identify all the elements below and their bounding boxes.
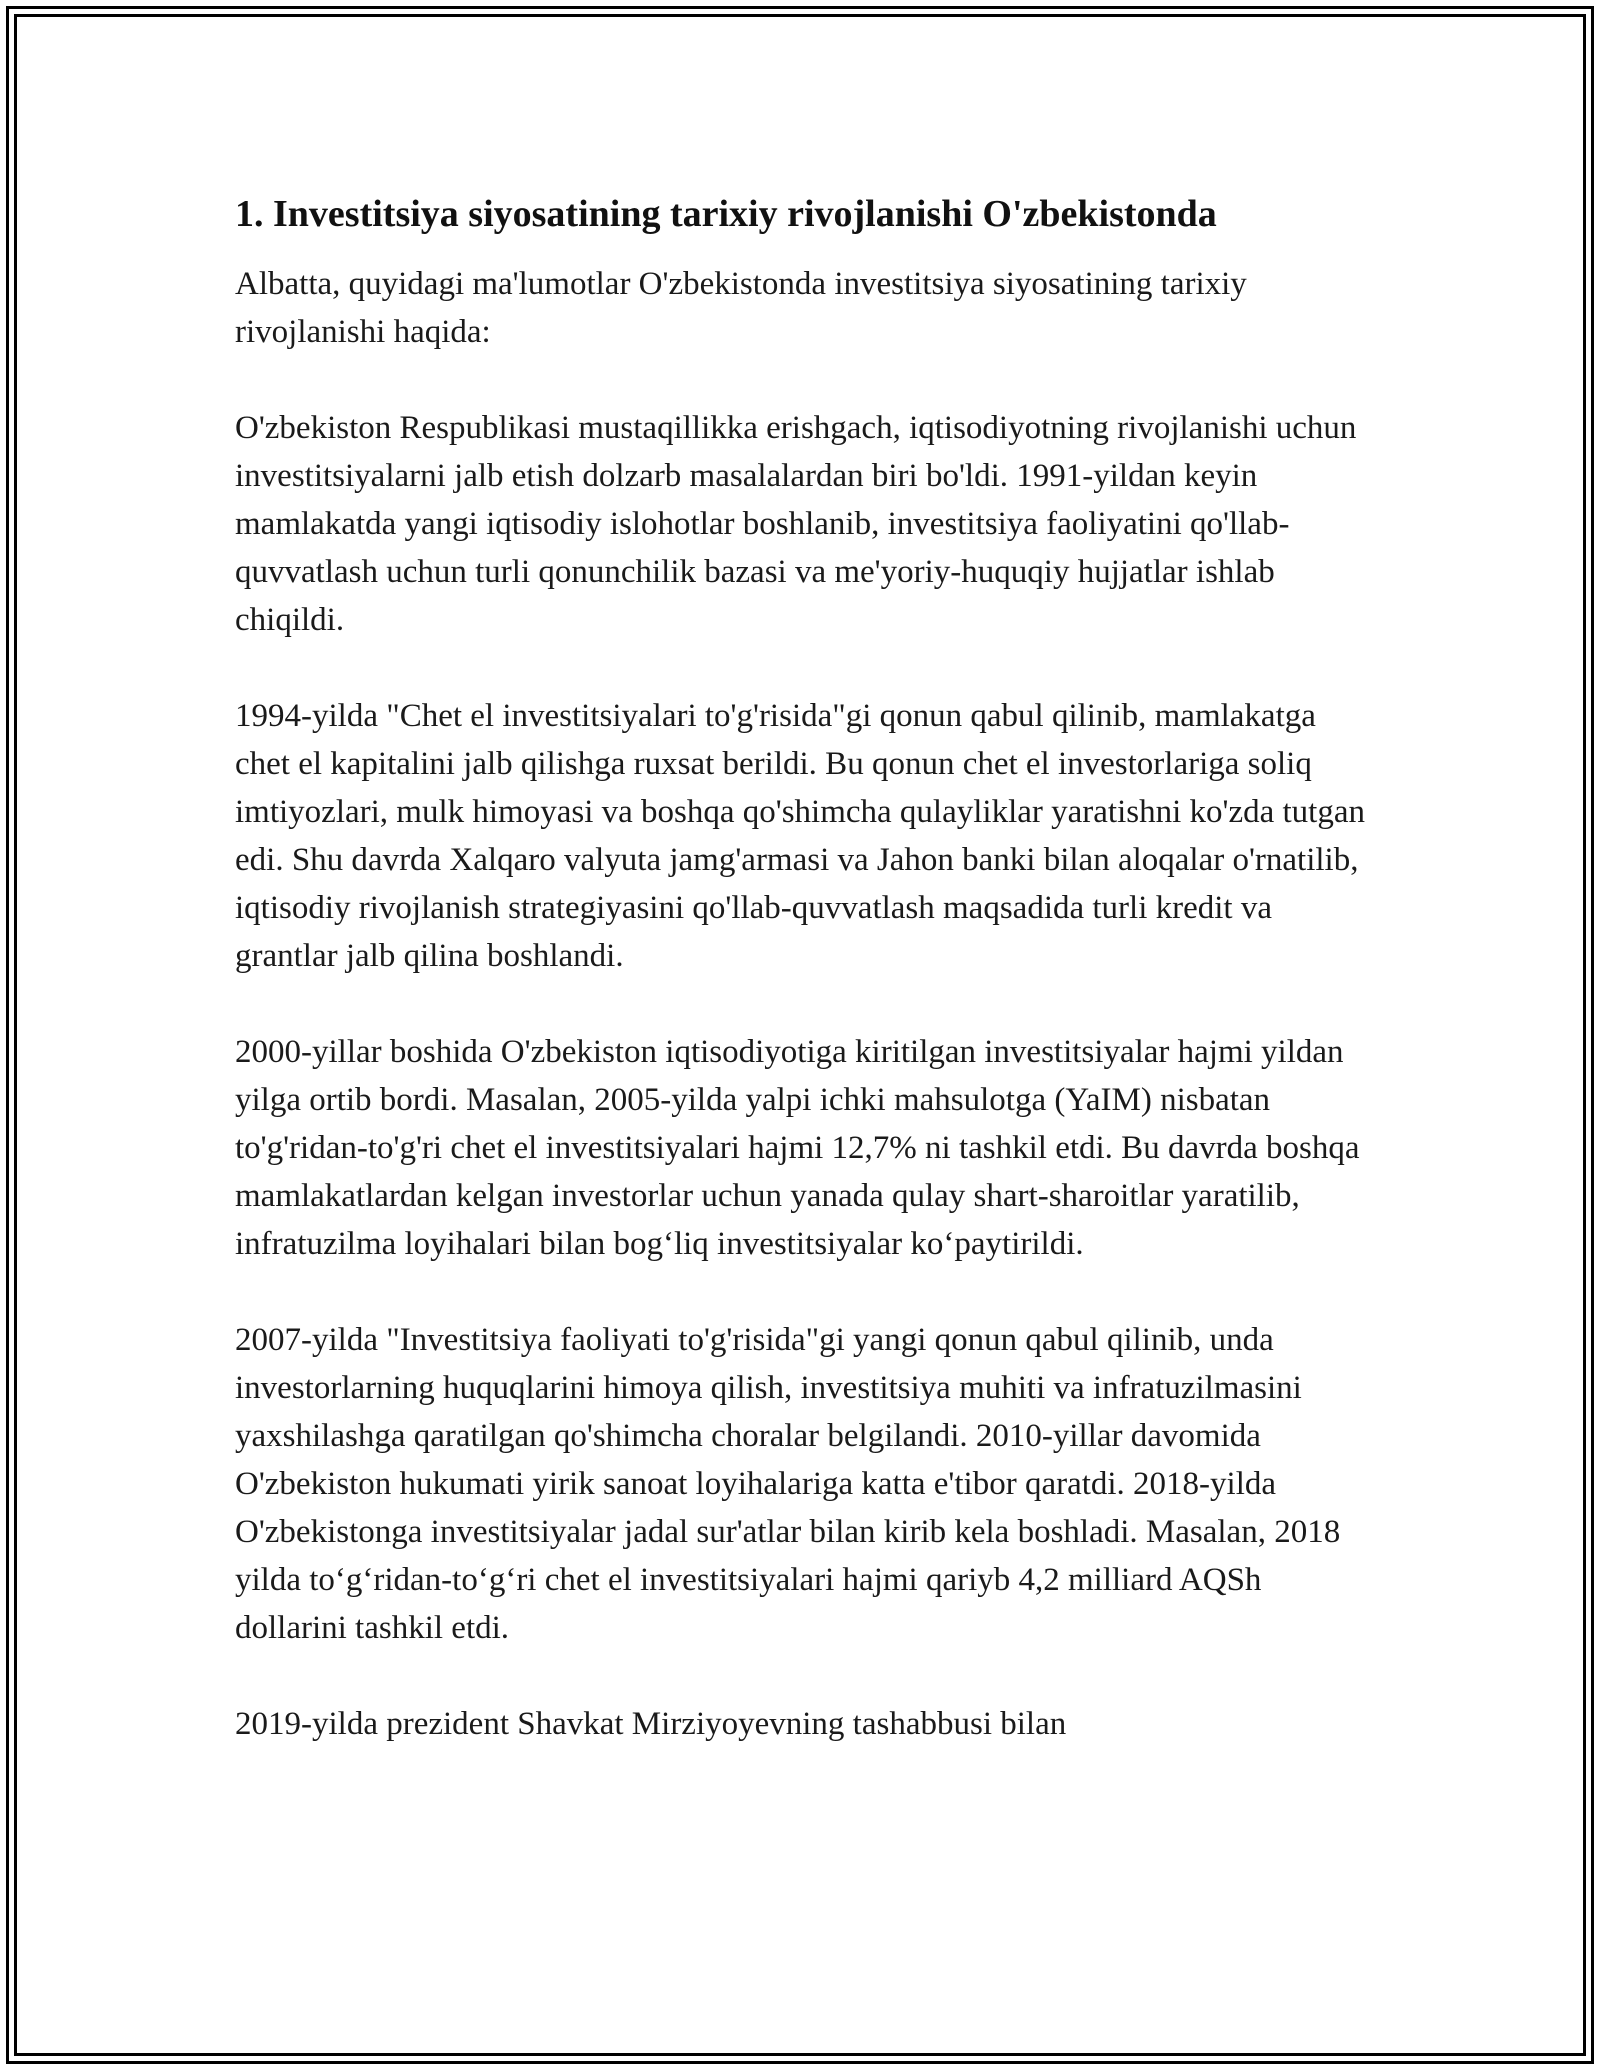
document-content xyxy=(235,188,1375,1748)
paragraph-2019: 2019-yilda prezident Shavkat Mirziyoyevning tashabbusi bilan xyxy=(235,1706,1067,1742)
paragraph-2007-law: 2007-yilda "Investitsiya faoliyati to'g'risida"gi yangi qonun qabul qilinib, unda investorlarning huquqlarini himoya qilish, investitsiya muhiti va infratuzilmasini yaxshilashga qaratilgan qo'shimcha choralar belgilandi. 2010-yillar davomida O'zbekiston hukumati yirik sanoat loyihalariga katta e'tibor qaratdi. 2018-yilda O'zbekistonga investitsiyalar jadal sur'atlar bilan kirib kela boshladi. Masalan, 2018 yilda to‘g‘ridan-to‘g‘ri chet el investitsiyalari hajmi qariyb 4,2 milliard AQSh dollarini tashkil etdi. xyxy=(235,1322,1341,1646)
intro-paragraph: Albatta, quyidagi ma'lumotlar O'zbekistonda investitsiya siyosatining tarixiy rivojlanishi haqida: xyxy=(235,266,1247,350)
paragraph-2000s: 2000-yillar boshida O'zbekiston iqtisodiyotiga kiritilgan investitsiyalar hajmi yildan yilga ortib bordi. Masalan, 2005-yilda yalpi ichki mahsulotga (YaIM) nisbatan to'g'ridan-to'g'ri chet el investitsiyalari hajmi 12,7% ni tashkil etdi. Bu davrda boshqa mamlakatlardan kelgan investorlar uchun yanada qulay shart-sharoitlar yaratilib, infratuzilma loyihalari bilan bog‘liq investitsiyalar ko‘paytirildi. xyxy=(235,1034,1360,1262)
paragraph-independence: O'zbekiston Respublikasi mustaqillikka erishgach, iqtisodiyotning rivojlanishi uchun investitsiyalarni jalb etish dolzarb masalalardan biri bo'ldi. 1991-yildan keyin mamlakatda yangi iqtisodiy islohotlar boshlanib, investitsiya faoliyatini qo'llab-quvvatlash uchun turli qonunchilik bazasi va me'yoriy-huquqiy hujjatlar ishlab chiqildi. xyxy=(235,410,1357,638)
document-title: 1. Investitsiya siyosatining tarixiy rivojlanishi O'zbekistonda xyxy=(235,193,1217,235)
paragraph-1994-law: 1994-yilda "Chet el investitsiyalari to'g'risida"gi qonun qabul qilinib, mamlakatga chet el kapitalini jalb qilishga ruxsat berildi. Bu qonun chet el investorlariga soliq imtiyozlari, mulk himoyasi va boshqa qo'shimcha qulayliklar yaratishni ko'zda tutgan edi. Shu davrda Xalqaro valyuta jamg'armasi va Jahon banki bilan aloqalar o'rnatilib, iqtisodiy rivojlanish strategiyasini qo'llab-quvvatlash maqsadida turli kredit va grantlar jalb qilina boshlandi. xyxy=(235,698,1365,974)
